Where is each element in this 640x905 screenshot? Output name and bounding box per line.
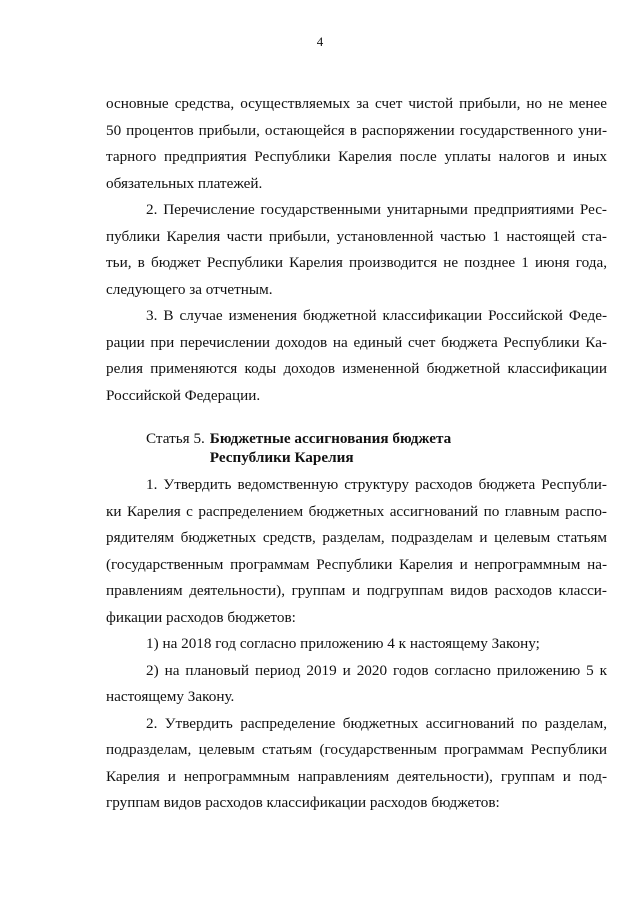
text-line: 3. В случае изменения бюджетной классификации Российской Феде- (146, 307, 607, 324)
text-line: фикации расходов бюджетов: (106, 608, 296, 626)
text-line: 1. Утвердить ведомственную структуру расходов бюджета Республи- (146, 476, 607, 493)
text-line: настоящему Закону. (106, 688, 235, 705)
text-line: тарного предприятия Республики Карелия после уплаты налогов и иных (106, 148, 607, 165)
text-line: обязательных платежей. (106, 174, 263, 192)
text-line: 50 процентов прибыли, остающейся в распоряжении государственного уни- (106, 121, 607, 139)
text-line: Карелия и непрограммным направлениям деятельности), группам и под- (106, 767, 607, 785)
text-line: ки Карелия с распределением бюджетных ассигнований по главным распо- (106, 502, 607, 520)
text-line: 2. Утвердить распределение бюджетных ассигнований по разделам, (146, 714, 607, 732)
text-line: 2) на плановый период 2019 и 2020 годов согласно приложению 5 к (146, 661, 607, 679)
paragraph-part-1 (106, 472, 607, 631)
article-heading (146, 429, 451, 467)
text-line: основные средства, осуществляемых за счет чистой прибыли, но не менее (106, 95, 607, 112)
article-title-line: Бюджетные ассигнования бюджета (209, 430, 452, 447)
text-line: релия применяются коды доходов измененной бюджетной классификации (106, 360, 607, 377)
text-line: рации при перечислении доходов на единый счет бюджета Республики Ка- (106, 333, 607, 351)
text-line: следующего за отчетным. (106, 280, 273, 298)
text-line: подразделам, целевым статьям (государственным программам Республики (106, 741, 607, 758)
text-line: (государственным программам Республики Карелия и непрограммным на- (106, 555, 607, 573)
text-line: 1) на 2018 год согласно приложению 4 к настоящему Закону; (146, 635, 540, 652)
paragraph-part-2 (106, 197, 607, 303)
paragraph-part-2 (106, 711, 607, 817)
text-block-article-5 (106, 472, 607, 817)
paragraph-item-2 (106, 658, 607, 711)
article-title-line: Республики Карелия (209, 449, 354, 466)
text-line: 2. Перечисление государственными унитарными предприятиями Рес- (146, 201, 607, 218)
page-number: 4 (316, 34, 324, 49)
paragraph-item-1 (106, 631, 607, 658)
article-title (210, 429, 451, 467)
text-line: публики Карелия части прибыли, установленной частью 1 настоящей ста- (106, 227, 607, 245)
paragraph-part-3 (106, 303, 607, 409)
text-line: рядителям бюджетных средств, разделам, подразделам и целевым статьям (106, 529, 607, 546)
text-line: группам видов расходов классификации расходов бюджетов: (106, 794, 500, 811)
text-line: тьи, в бюджет Республики Карелия производится не позднее 1 июня года, (106, 254, 607, 271)
text-block-before-article (106, 91, 607, 409)
text-line: правлениям деятельности), группам и подгруппам видов расходов класси- (106, 582, 607, 599)
paragraph-continuation (106, 91, 607, 197)
text-line: Российской Федерации. (106, 386, 261, 404)
article-number: Статья 5. (146, 430, 205, 447)
